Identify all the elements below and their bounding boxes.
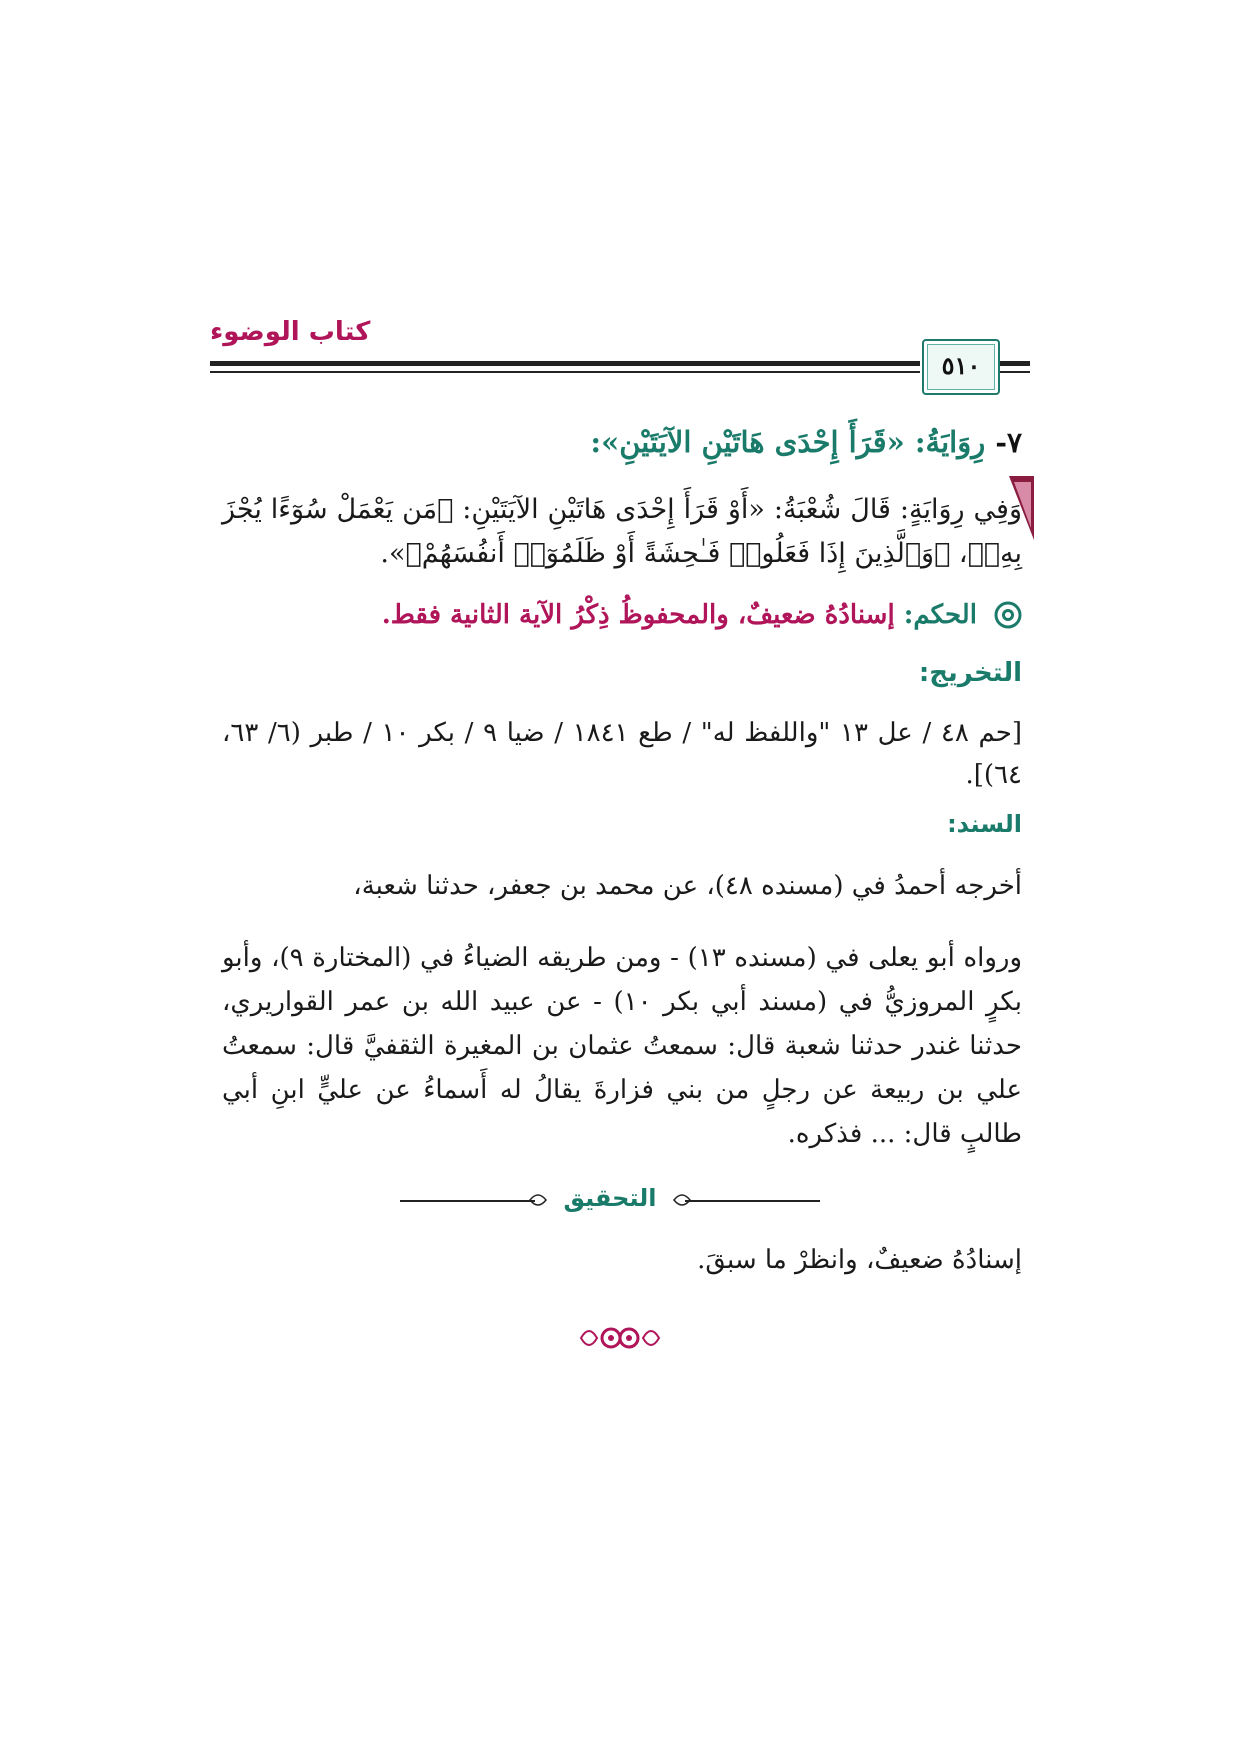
tahqiq-heading: التحقيق [563,1184,657,1212]
tahqiq-text: إسنادُهُ ضعيفٌ، وانظرْ ما سبقَ. [697,1245,1022,1275]
header-rule [210,361,920,366]
chapter-title: كتاب الوضوء [210,317,371,347]
page-header [210,305,1030,415]
verdict-text: إسنادُهُ ضعيفٌ، والمحفوظُ ذِكْرُ الآية الثانية فقط. [381,600,895,630]
verdict-line [222,600,1022,630]
sanad-paragraph-2: ورواه أبو يعلى في (مسنده ١٣) - ومن طريقه الضياءُ في (المختارة ٩)، وأبو بكرٍ المروزيُّ في (مسند أبي بكر ١٠) - عن عبيد الله بن عمر القواريري، حدثنا غندر حدثنا شعبة قال: سمعتُ عثمان بن المغيرة الثقفيَّ قال: سمعتُ علي بن ربيعة عن رجلٍ من بني فزارةَ يقالُ له أَسماءُ عن عليٍّ ابنِ أبي طالبٍ قال: ... فذكره. [222,943,1022,1149]
page-number: ٥١٠ [941,351,981,380]
rosette-icon [994,601,1022,629]
verdict-label: الحكم: [903,600,977,630]
page-number-frame [922,339,1000,395]
header-rule [210,371,920,373]
header-rule [1000,371,1030,373]
takhrij-text: [حم ٤٨ / عل ١٣ "واللفظ له" / طع ١٨٤١ / ضيا ٩ / بكر ١٠ / طبر (٦/ ٦٣، ٦٤)]. [222,718,1022,790]
sanad-heading: السند: [947,810,1022,838]
section-heading [222,425,1022,459]
tahqiq-divider [400,1180,820,1220]
header-rule [1000,361,1030,366]
end-ornament-icon [575,1320,665,1356]
takhrij-heading: التخريج: [918,658,1022,688]
narration-text: وَفِي رِوَايَةٍ: قَالَ شُعْبَةُ: «أَوْ قَرَأَ إِحْدَى هَاتَيْنِ الآيَتَيْنِ: ﴿مَن يَعْمَلْ سُوٓءًا يُجْزَ بِهِۦ﴾، ﴿وَٱلَّذِينَ إِذَا فَعَلُوا۟ فَـٰحِشَةً أَوْ ظَلَمُوٓا۟ أَنفُسَهُمْ﴾». [222,494,1022,569]
sanad-paragraph-1: أخرجه أحمدُ في (مسنده ٤٨)، عن محمد بن جعفر، حدثنا شعبة، [353,871,1022,901]
divider-line [685,1200,820,1202]
section-title: رِوَايَةُ: «قَرَأَ إِحْدَى هَاتَيْنِ الآيَتَيْنِ»: [590,425,986,459]
section-number: ٧- [995,426,1022,459]
divider-line [400,1200,535,1202]
